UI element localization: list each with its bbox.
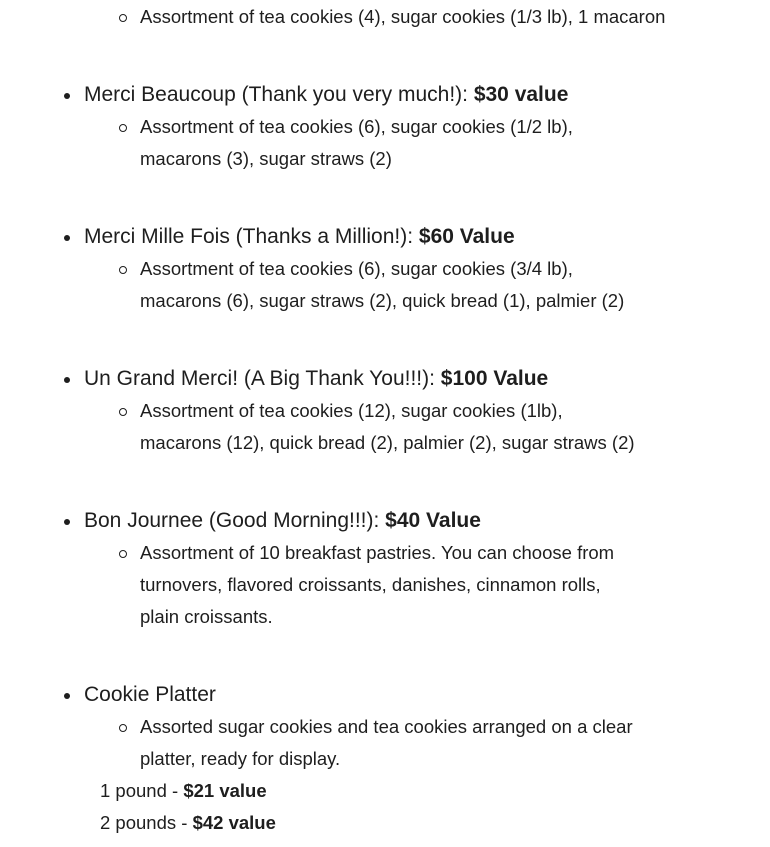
bullet-icon — [64, 519, 70, 525]
gift-box-list — [0, 1, 770, 839]
item-description-cont: platter, ready for display. — [140, 748, 341, 769]
bullet-icon — [64, 93, 70, 99]
platter-price-1lb: 1 pound - $21 value — [100, 780, 267, 801]
bullet-icon — [64, 377, 70, 383]
item-description: Assortment of tea cookies (12), sugar cookies (1lb), — [0, 395, 770, 427]
item-description: Assorted sugar cookies and tea cookies arranged on a clear — [0, 711, 770, 743]
list-item-merci-mille-fois — [0, 221, 770, 253]
item-price: $60 Value — [418, 225, 515, 248]
list-item-un-grand-merci — [0, 363, 770, 395]
item-description-cont: plain croissants. — [140, 606, 273, 627]
bullet-icon — [64, 693, 70, 699]
item-title: Bon Journee (Good Morning!!!): — [84, 509, 386, 532]
item-title: Un Grand Merci! (A Big Thank You!!!): — [84, 367, 441, 390]
list-item-merci-beaucoup — [0, 79, 770, 111]
item-description-cont: turnovers, flavored croissants, danishes, cinnamon rolls, — [140, 574, 601, 595]
item-description: Assortment of tea cookies (6), sugar cookies (3/4 lb), — [0, 253, 770, 285]
item-description-cont: macarons (3), sugar straws (2) — [140, 148, 392, 169]
list-item-bon-journee — [0, 505, 770, 537]
item-price: $30 value — [473, 83, 569, 106]
item-description: Assortment of tea cookies (6), sugar cookies (1/2 lb), — [0, 111, 770, 143]
item-price: $40 Value — [385, 509, 481, 532]
list-item-cookie-platter — [0, 679, 770, 711]
item-description-cont: macarons (12), quick bread (2), palmier (2), sugar straws (2) — [140, 432, 635, 453]
bullet-icon — [64, 235, 70, 241]
platter-price-2lb: 2 pounds - $42 value — [100, 812, 276, 833]
item-description-cont: macarons (6), sugar straws (2), quick bread (1), palmier (2) — [140, 290, 625, 311]
item-price: $100 Value — [440, 367, 549, 390]
hollow-bullet-icon — [119, 408, 127, 416]
hollow-bullet-icon — [119, 14, 127, 22]
item-title: Merci Beaucoup (Thank you very much!): — [84, 83, 474, 106]
item-title: Merci Mille Fois (Thanks a Million!): — [84, 225, 419, 248]
item-description: Assortment of 10 breakfast pastries. You can choose from — [0, 537, 770, 569]
hollow-bullet-icon — [119, 550, 127, 558]
hollow-bullet-icon — [119, 124, 127, 132]
item-description: Assortment of tea cookies (4), sugar cookies (1/3 lb), 1 macaron — [0, 1, 770, 33]
hollow-bullet-icon — [119, 266, 127, 274]
item-title: Cookie Platter — [84, 683, 216, 706]
hollow-bullet-icon — [119, 724, 127, 732]
